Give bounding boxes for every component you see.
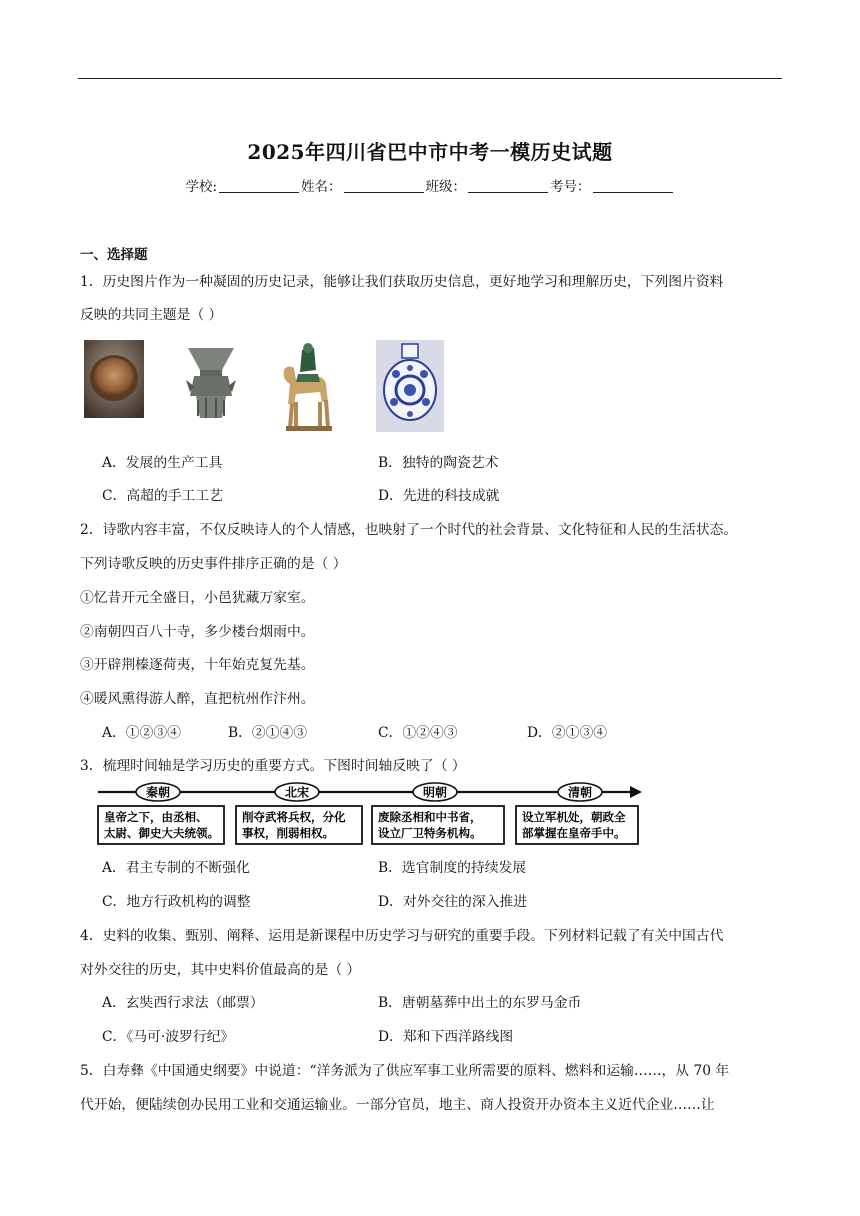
q2-poem-3: ③开辟荆榛逐荷夷，十年始克复先基。 [80,657,315,673]
timeline-text-line: 太尉、御史大夫统领。 [104,828,219,840]
school-blank[interactable] [219,179,299,193]
section-title: 一、选择题 [80,247,148,263]
timeline-text-line: 废除丞相和中书省， [378,812,482,824]
q1-option-a[interactable]: A．发展的生产工具 [102,455,223,471]
q1-option-b[interactable]: B．独特的陶瓷艺术 [378,455,499,471]
q2-option-c[interactable]: C．①②④③ [378,725,458,741]
q2-stem-line-2: 下列诗歌反映的历史事件排序正确的是（ ） [80,556,347,572]
timeline-text-line: 皇帝之下，由丞相、 [104,812,208,824]
school-label: 学校: [185,179,218,195]
name-label: 姓名： [301,179,342,195]
q3-option-d[interactable]: D．对外交往的深入推进 [378,894,528,910]
q3-option-c[interactable]: C．地方行政机构的调整 [102,894,251,910]
timeline-text-line: 事权，削弱相权。 [242,828,334,840]
q1-option-c[interactable]: C．高超的手工工艺 [102,488,223,504]
timeline-text-line: 设立军机处，朝政全 [522,812,626,824]
class-label: 班级： [425,179,467,195]
q2-poem-4: ④暖风熏得游人醉，直把杭州作汴州。 [80,691,315,707]
q1-stem-line-1: 1．历史图片作为一种凝固的历史记录，能够让我们获取历史信息，更好地学习和理解历史，下列图片资料 [80,274,724,290]
q1-artifact-images [84,340,464,435]
exam-title: 2025年四川省巴中市中考一模历史试题 [247,140,613,164]
timeline-era-label: 清朝 [567,785,593,800]
tri-color-camel-image [274,340,336,435]
timeline-era-label: 秦朝 [145,785,171,800]
timeline-text-line: 削夺武将兵权，分化 [242,812,346,824]
q4-stem-line-2: 对外交往的历史，其中史料价值最高的是（ ） [80,962,361,978]
q4-stem-line-1: 4．史料的收集、甄别、阐释、运用是新课程中历史学习与研究的重要手段。下列材料记载了有关中国古代 [80,928,724,944]
q4-option-c[interactable]: C．《马可·波罗行纪》 [102,1029,235,1045]
q2-option-b[interactable]: B．②①④③ [228,725,308,741]
q4-option-d[interactable]: D．郑和下西洋路线图 [378,1029,514,1045]
timeline-era-label: 明朝 [422,785,448,800]
q5-stem-line-1: 5．白寿彝《中国通史纲要》中说道：“洋务派为了供应军事工业所需要的原料、燃料和运输……，从 70 年 [80,1063,730,1079]
q2-stem-line-1: 2．诗歌内容丰富，不仅反映诗人的个人情感，也映射了一个时代的社会背景、文化特征和人民的生活状态。 [80,522,738,538]
q4-option-b[interactable]: B．唐朝墓葬中出土的东罗马金币 [378,995,582,1011]
timeline-era-label: 北宋 [284,785,310,800]
q5-stem-line-2: 代开始，便陆续创办民用工业和交通运输业。一部分官员，地主、商人投资开办资本主义近代企业……让 [80,1097,715,1113]
q1-option-d[interactable]: D．先进的科技成就 [378,488,500,504]
q2-option-d[interactable]: D．②①③④ [527,725,608,741]
q2-option-a[interactable]: A．①②③④ [102,725,181,741]
timeline-arrowhead [630,786,642,798]
q3-timeline-diagram [94,780,644,850]
name-blank[interactable] [344,179,424,193]
q4-option-a[interactable]: A．玄奘西行求法（邮票） [102,995,264,1011]
timeline-text-line: 设立厂卫特务机构。 [378,828,482,840]
q3-option-b[interactable]: B．选官制度的持续发展 [378,860,527,876]
q2-poem-1: ①忆昔开元全盛日，小邑犹藏万家室。 [80,590,315,606]
blue-white-flask-image [376,340,444,432]
q1-stem-line-2: 反映的共同主题是（ ） [80,307,223,323]
header-rule [78,78,782,79]
q3-stem-line-1: 3．梳理时间轴是学习历史的重要方式。下图时间轴反映了（ ） [80,758,466,774]
q3-option-a[interactable]: A．君主专制的不断强化 [102,860,250,876]
student-info-line [0,175,860,195]
bronze-zun-image [182,340,240,426]
q2-poem-2: ②南朝四百八十寺，多少楼台烟雨中。 [80,624,315,640]
timeline-text-line: 部掌握在皇帝手中。 [522,828,626,840]
bowl-image [84,340,144,418]
class-blank[interactable] [468,179,548,193]
exam-number-label: 考号： [550,179,591,195]
exam-number-blank[interactable] [593,179,673,193]
